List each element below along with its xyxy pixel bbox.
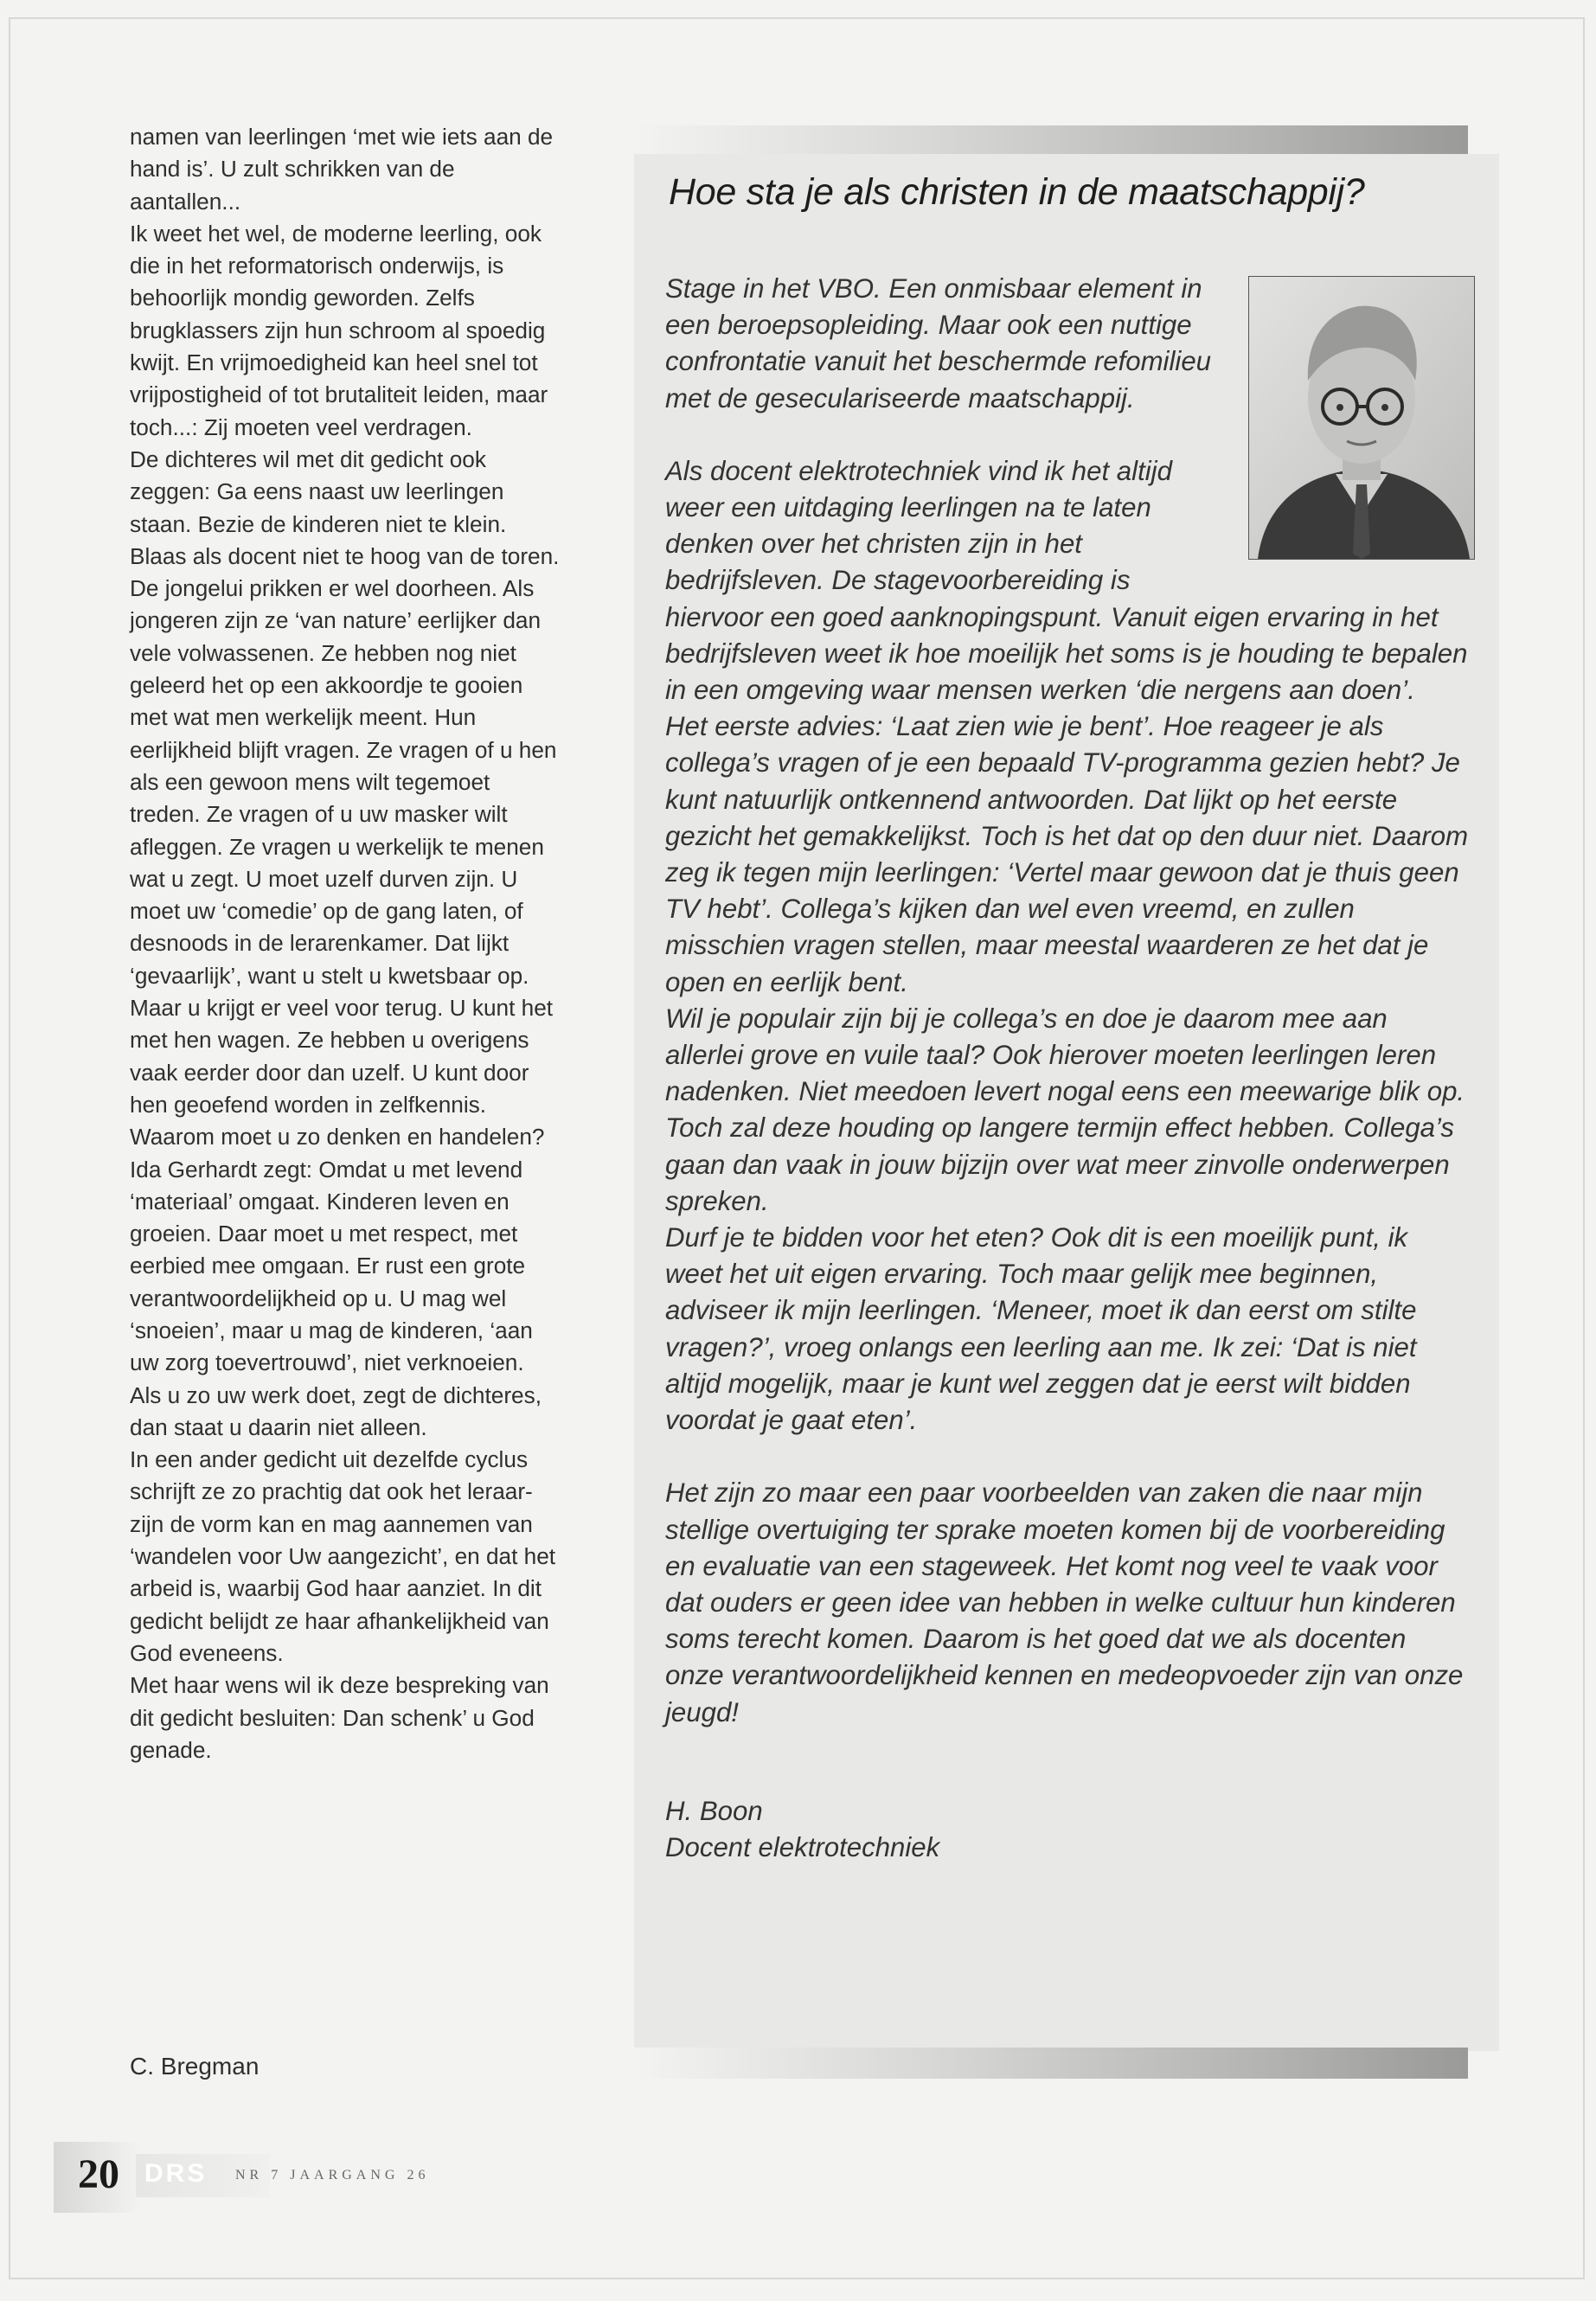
panel-title: Hoe sta je als christen in de maatschappij?: [669, 171, 1365, 213]
left-paragraph-4: Waarom moet u zo denken en handelen? Ida Gerhardt zegt: Omdat u met levend ‘materiaal’ omgaat. Kinderen leven en groeien. Daar moet u met respect, met eerbied mee omgaan. Er rust een grote verantwoordelijkheid op u. U mag wel ‘snoeien’, maar u mag de kinderen, ‘aan uw zorg toevertrouwd’, niet verknoeien.: [130, 1124, 545, 1376]
panel-body-paragraph-4: Durf je te bidden voor het eten? Ook dit is een moeilijk punt, ik weet het uit eigen ervaring. Toch maar gelijk mee beginnen, adviseer ik mijn leerlingen. ‘Meneer, moet ik dan eerst om stilte vragen?’, vroeg onlangs een leerling aan me. Ik zei: ‘Dat is niet altijd mogelijk, maar je kunt wel zeggen dat je eerst wilt bidden voordat je gaat eten’.: [665, 1222, 1417, 1436]
panel-body-paragraph-2: Het eerste advies: ‘Laat zien wie je bent’. Hoe reageer je als collega’s vragen of je een bepaald TV-programma gezien hebt? Je kunt natuurlijk ontkennend antwoorden. Dat lijkt op het eerste gezicht het gemakkelijkst. Toch is het dat op den duur niet. Daarom zeg ik tegen mijn leerlingen: ‘Vertel maar gewoon dat je thuis geen TV hebt’. Collega’s kijken dan wel even vreemd, en zullen misschien vragen stellen, maar meestal waarderen ze het dat je open en eerlijk bent.: [665, 711, 1469, 997]
author-role: Docent elektrotechniek: [665, 1832, 940, 1863]
left-paragraph-2: Ik weet het wel, de moderne leerling, ook die in het reformatorisch onderwijs, is behoorlijk mondig geworden. Zelfs brugklassers zijn hun schroom al spoedig kwijt. En vrijmoedigheid kan heel snel tot vrijpostigheid of tot brutaliteit leiden, maar toch...: Zij moeten veel verdragen.: [130, 220, 548, 440]
panel-intro: Stage in het VBO. Een onmisbaar element in een beroepsopleiding. Maar ook een nuttige confrontatie vanuit het beschermde refomilieu met de geseculariseerde maatschappij.: [665, 273, 1212, 413]
left-paragraph-3: De dichteres wil met dit gedicht ook zeggen: Ga eens naast uw leerlingen staan. Bezie de kinderen niet te klein. Blaas als docent niet te hoog van de toren. De jongelui prikken er wel doorheen. Als jongeren zijn ze ‘van nature’ eerlijker dan vele volwassenen. Ze hebben nog niet geleerd het op een akkoordje te gooien met wat men werkelijk meent. Hun eerlijkheid blijft vragen. Ze vragen of u hen als een gewoon mens wilt tegemoet treden. Ze vragen of u uw masker wilt afleggen. Ze vragen u werkelijk te menen wat u zegt. U moet uzelf durven zijn. U moet uw ‘comedie’ op de gang laten, of desnoods in de lerarenkamer. Dat lijkt ‘gevaarlijk’, want u stelt u kwetsbaar op. Maar u krijgt er veel voor terug. U kunt het met hen wagen. Ze hebben u overigens vaak eerder door dan uzelf. U kunt door hen geoefend worden in zelfkennis.: [130, 445, 560, 1118]
left-paragraph-7: Met haar wens wil ik deze bespreking van dit gedicht besluiten: Dan schenk’ u God genade.: [130, 1672, 549, 1763]
page-number: 20: [78, 2151, 119, 2197]
portrait-illustration: [1249, 277, 1474, 559]
left-paragraph-1: namen van leerlingen ‘met wie iets aan de hand is’. U zult schrikken van de aantallen...: [130, 124, 554, 215]
author-name: H. Boon: [665, 1796, 763, 1826]
panel-top-bar: [634, 125, 1468, 157]
panel-closing: Het zijn zo maar een paar voorbeelden van zaken die naar mijn stellige overtuiging ter sprake moeten komen bij de voorbereiding en evaluatie van een stageweek. Het komt nog veel te vaak voor dat ouders er geen idee van hebben in welke cultuur hun kinderen soms terecht komen. Daarom is het goed dat we als docenten onze verantwoordelijkheid kennen en medeopvoeder zijn van onze jeugd!: [665, 1477, 1464, 1727]
left-article-signature: C. Bregman: [130, 2053, 260, 2080]
author-portrait-photo: [1248, 276, 1475, 560]
left-column-article: [130, 121, 562, 1766]
panel-body-paragraph-3: Wil je populair zijn bij je collega’s en doe je daarom mee aan allerlei grove en vuile taal? Ook hierover moeten leerlingen leren nadenken. Niet meedoen levert nogal eens een meewarige blik op. Toch zal deze houding op langere termijn effect hebben. Collega’s gaan dan vaak in jouw bijzijn over wat meer zinvolle onderwerpen spreken.: [665, 1003, 1465, 1216]
panel-author: [665, 1793, 939, 1866]
logo-text: DRS: [144, 2159, 208, 2188]
issue-info: NR 7 JAARGANG 26: [235, 2168, 430, 2182]
panel-bottom-bar: [634, 2048, 1468, 2079]
panel-body-paragraph-1: Als docent elektrotechniek vind ik het altijd weer een uitdaging leerlingen na te laten denken over het christen zijn in het bedrijfsleven. De stagevoorbereiding is hiervoor een goed aanknopingspunt. Vanuit eigen ervaring in het bedrijfsleven weet ik hoe moeilijk het soms is je houding te bepalen in een omgeving waar mensen werken ‘die nergens aan doen’.: [665, 455, 1468, 706]
left-paragraph-6: In een ander gedicht uit dezelfde cyclus schrijft ze zo prachtig dat ook het leraar-zijn de vorm kan en mag aannemen van ‘wandelen voor Uw aangezicht’, en dat het arbeid is, waarbij God haar aanziet. In dit gedicht belijdt ze haar afhankelijkheid van God eveneens.: [130, 1446, 556, 1666]
panel-body: [665, 271, 1470, 1767]
left-paragraph-5: Als u zo uw werk doet, zegt de dichteres, dan staat u daarin niet alleen.: [130, 1381, 542, 1440]
